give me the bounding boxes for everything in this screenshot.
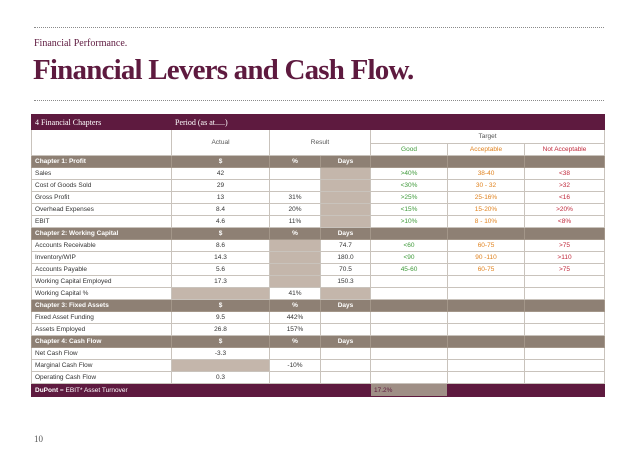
target-good (371, 288, 448, 300)
target-acceptable (448, 348, 525, 360)
table-row (32, 192, 605, 204)
actual-value: 5.6 (172, 264, 270, 276)
days-col-header: Days (321, 228, 371, 240)
row-label: Cost of Goods Sold (32, 180, 172, 192)
days-value (321, 324, 371, 336)
row-label: Overhead Expenses (32, 204, 172, 216)
not-acceptable-header: Not Acceptable (525, 144, 605, 156)
actual-value: -3.3 (172, 348, 270, 360)
target-not-acceptable (525, 360, 605, 372)
actual-value: 26.8 (172, 324, 270, 336)
target-not-acceptable: >32 (525, 180, 605, 192)
section-fill (371, 156, 448, 168)
table-row (32, 264, 605, 276)
percent-value: 41% (270, 288, 321, 300)
target-good: >25% (371, 192, 448, 204)
good-header: Good (371, 144, 448, 156)
title-dotted-rule (34, 100, 604, 101)
table-row (32, 312, 605, 324)
target-acceptable (448, 360, 525, 372)
section-fill (448, 228, 525, 240)
result-header: Result (270, 130, 371, 156)
percent-value (270, 240, 321, 252)
actual-value: 14.3 (172, 252, 270, 264)
days-value (321, 192, 371, 204)
chapter-title: Chapter 4: Cash Flow (32, 336, 172, 348)
actual-value: 8.4 (172, 204, 270, 216)
row-label: Operating Cash Flow (32, 372, 172, 384)
actual-value: 17.3 (172, 276, 270, 288)
target-not-acceptable (525, 324, 605, 336)
target-not-acceptable (525, 288, 605, 300)
dupont-fill (448, 384, 605, 397)
target-good: <30% (371, 180, 448, 192)
target-good (371, 312, 448, 324)
row-label: Assets Employed (32, 324, 172, 336)
chapter-title: Chapter 3: Fixed Assets (32, 300, 172, 312)
target-good (371, 360, 448, 372)
actual-value: 42 (172, 168, 270, 180)
actual-value: 9.5 (172, 312, 270, 324)
section-fill (525, 300, 605, 312)
section-fill (371, 228, 448, 240)
target-not-acceptable (525, 348, 605, 360)
dollar-col-header: $ (172, 156, 270, 168)
chapter-title: Chapter 1: Profit (32, 156, 172, 168)
target-good: <60 (371, 240, 448, 252)
percent-value: 442% (270, 312, 321, 324)
days-value (321, 168, 371, 180)
target-acceptable: 8 - 10% (448, 216, 525, 228)
percent-value (270, 372, 321, 384)
financial-table (31, 114, 605, 397)
target-not-acceptable: <8% (525, 216, 605, 228)
dupont-label-rest: = EBIT* Asset Turnover (58, 386, 128, 394)
table-row (32, 276, 605, 288)
target-acceptable: 60-75 (448, 264, 525, 276)
chapter-header-row (32, 336, 605, 348)
actual-value: 0.3 (172, 372, 270, 384)
chapter-title: Chapter 2: Working Capital (32, 228, 172, 240)
target-good (371, 348, 448, 360)
days-value (321, 348, 371, 360)
days-value: 70.5 (321, 264, 371, 276)
target-acceptable (448, 288, 525, 300)
row-label: Accounts Payable (32, 264, 172, 276)
percent-col-header: % (270, 300, 321, 312)
target-good: >10% (371, 216, 448, 228)
dollar-col-header: $ (172, 300, 270, 312)
chapters-heading: 4 Financial Chapters (32, 115, 172, 130)
target-good: 45-60 (371, 264, 448, 276)
target-not-acceptable (525, 312, 605, 324)
actual-value: 4.6 (172, 216, 270, 228)
table-row (32, 216, 605, 228)
section-kicker: Financial Performance. (34, 38, 128, 49)
target-acceptable (448, 372, 525, 384)
dupont-value: 17.2% (371, 384, 448, 397)
days-value (321, 180, 371, 192)
days-value: 180.0 (321, 252, 371, 264)
row-label: Inventory/WIP (32, 252, 172, 264)
dupont-row (32, 384, 605, 397)
days-value (321, 372, 371, 384)
page-title: Financial Levers and Cash Flow. (33, 54, 414, 86)
target-acceptable: 38-40 (448, 168, 525, 180)
target-good: <90 (371, 252, 448, 264)
actual-header: Actual (172, 130, 270, 156)
table-row (32, 348, 605, 360)
target-not-acceptable: >20% (525, 204, 605, 216)
actual-value: 29 (172, 180, 270, 192)
row-label: Gross Profit (32, 192, 172, 204)
section-fill (448, 156, 525, 168)
period-heading: Period (as at.....) (172, 115, 605, 130)
percent-col-header: % (270, 156, 321, 168)
row-label: Working Capital % (32, 288, 172, 300)
target-not-acceptable: >75 (525, 240, 605, 252)
target-good (371, 276, 448, 288)
days-value (321, 204, 371, 216)
target-not-acceptable (525, 276, 605, 288)
table-row (32, 324, 605, 336)
acceptable-header: Acceptable (448, 144, 525, 156)
target-acceptable (448, 276, 525, 288)
days-value (321, 216, 371, 228)
percent-value (270, 348, 321, 360)
days-col-header: Days (321, 300, 371, 312)
days-value: 74.7 (321, 240, 371, 252)
table-row (32, 240, 605, 252)
row-label: Net Cash Flow (32, 348, 172, 360)
target-good: >40% (371, 168, 448, 180)
section-fill (371, 300, 448, 312)
target-not-acceptable: <16 (525, 192, 605, 204)
target-good (371, 372, 448, 384)
section-fill (448, 300, 525, 312)
percent-value (270, 252, 321, 264)
table-row (32, 204, 605, 216)
percent-value: -10% (270, 360, 321, 372)
target-acceptable (448, 312, 525, 324)
chapter-header-row (32, 228, 605, 240)
target-acceptable: 25-16% (448, 192, 525, 204)
target-good: <15% (371, 204, 448, 216)
actual-value: 8.6 (172, 240, 270, 252)
section-fill (371, 336, 448, 348)
target-not-acceptable: >75 (525, 264, 605, 276)
column-header-row-1 (32, 130, 605, 144)
target-header: Target (371, 130, 605, 144)
percent-value: 31% (270, 192, 321, 204)
percent-value (270, 276, 321, 288)
percent-col-header: % (270, 336, 321, 348)
table-row (32, 252, 605, 264)
percent-value (270, 168, 321, 180)
percent-value: 20% (270, 204, 321, 216)
row-label: Sales (32, 168, 172, 180)
page-number: 10 (34, 434, 43, 444)
top-dotted-rule (34, 27, 604, 28)
percent-col-header: % (270, 228, 321, 240)
table-row (32, 168, 605, 180)
row-label: Working Capital Employed (32, 276, 172, 288)
target-good (371, 324, 448, 336)
dollar-col-header: $ (172, 228, 270, 240)
target-acceptable: 60-75 (448, 240, 525, 252)
target-acceptable (448, 324, 525, 336)
section-fill (525, 228, 605, 240)
header-blank (32, 130, 172, 156)
days-value (321, 360, 371, 372)
days-col-header: Days (321, 156, 371, 168)
table-row (32, 288, 605, 300)
days-value (321, 288, 371, 300)
target-acceptable: 30 - 32 (448, 180, 525, 192)
row-label: Fixed Asset Funding (32, 312, 172, 324)
actual-value (172, 288, 270, 300)
target-not-acceptable: >110 (525, 252, 605, 264)
section-fill (525, 156, 605, 168)
chapter-header-row (32, 300, 605, 312)
table-title-bar (32, 115, 605, 130)
target-not-acceptable (525, 372, 605, 384)
row-label: Accounts Receivable (32, 240, 172, 252)
percent-value: 157% (270, 324, 321, 336)
target-acceptable: 90 -110 (448, 252, 525, 264)
section-fill (448, 336, 525, 348)
days-col-header: Days (321, 336, 371, 348)
table-row (32, 372, 605, 384)
dupont-label (32, 384, 371, 397)
days-value: 150.3 (321, 276, 371, 288)
actual-value (172, 360, 270, 372)
dollar-col-header: $ (172, 336, 270, 348)
target-not-acceptable: <38 (525, 168, 605, 180)
actual-value: 13 (172, 192, 270, 204)
chapter-header-row (32, 156, 605, 168)
row-label: Marginal Cash Flow (32, 360, 172, 372)
dupont-label-bold: DuPont (35, 386, 59, 394)
percent-value (270, 180, 321, 192)
percent-value (270, 264, 321, 276)
table-row (32, 360, 605, 372)
section-fill (525, 336, 605, 348)
table-row (32, 180, 605, 192)
target-acceptable: 15-20% (448, 204, 525, 216)
percent-value: 11% (270, 216, 321, 228)
row-label: EBIT (32, 216, 172, 228)
days-value (321, 312, 371, 324)
